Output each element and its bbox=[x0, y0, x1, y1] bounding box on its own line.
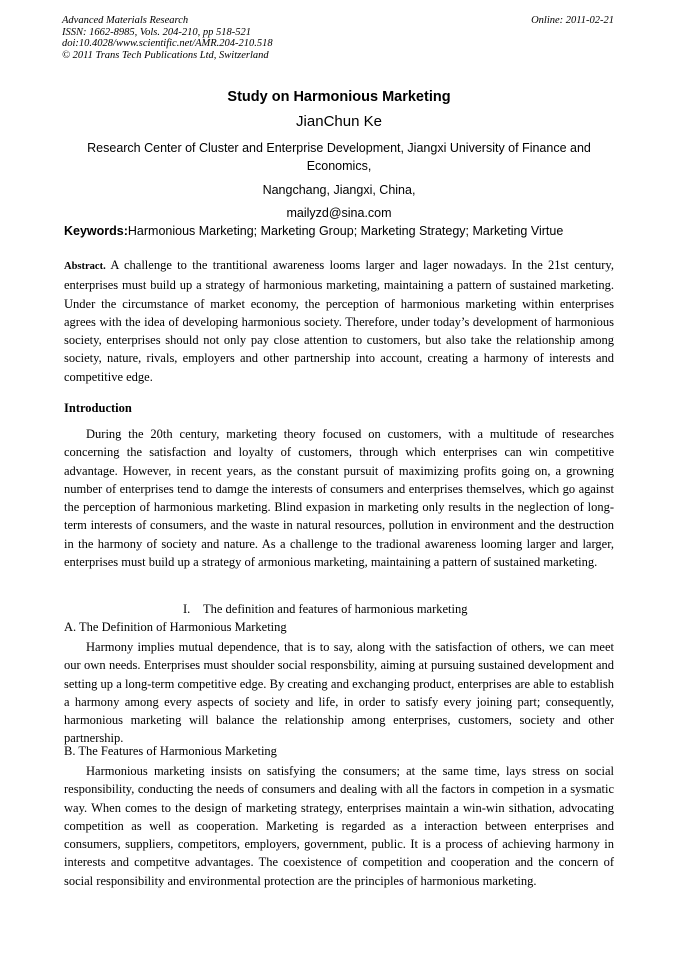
author-name: JianChun Ke bbox=[296, 113, 382, 130]
doi-line: doi:10.4028/www.scientific.net/AMR.204-210.518 bbox=[62, 38, 273, 49]
copyright-line: © 2011 Trans Tech Publications Ltd, Switzerland bbox=[62, 49, 269, 61]
online-date: Online: 2011-02-21 bbox=[531, 15, 614, 26]
introduction-text: During the 20th century, marketing theory focused on customers, with a multitude of researches concerning the satisfaction and loyalty of customers, through which enterprises can win competitive advantage. However, in recent years, as the constant pursuit of maximizing profits going on, a growning number of enterprises tend to damge the interests of consumers and enterprises themselves, which go against the perception of harmonious marketing. Blind expasion in marketing only results in the neglection of long-term interests of consumers, and the waste in natural resources, pollution in environment and the destruction in the harmony of society and nature. As a challenge to the tradional awareness looming larger and larger, enterprises must build up a strategy of armonious marketing, maintaining a pattern of sustained marketing. bbox=[64, 427, 614, 570]
subsection-b-heading: B. The Features of Harmonious Marketing bbox=[64, 744, 277, 758]
introduction-heading: Introduction bbox=[64, 401, 132, 415]
journal-header bbox=[62, 15, 614, 61]
section-1-title: The definition and features of harmonious marketing bbox=[203, 602, 468, 616]
abstract-label: Abstract. bbox=[64, 261, 106, 272]
section-1-heading bbox=[183, 602, 468, 617]
keywords-text: Harmonious Marketing; Marketing Group; Marketing Strategy; Marketing Virtue bbox=[127, 224, 564, 238]
keywords bbox=[64, 224, 624, 238]
author-location: Nangchang, Jiangxi, China, bbox=[262, 183, 416, 197]
abstract bbox=[64, 256, 614, 386]
keywords-label: Keywords: bbox=[64, 224, 128, 238]
abstract-text: A challenge to the trantitional awareness looms larger and lager nowadays. In the 21st century, enterprises must build up a strategy of harmonious marketing, maintaining a pattern of sustained marketing. Under the circumstance of market economy, the perception of harmonious marketing within enterprises agrees with the idea of developing harmonious society. Therefore, under today’s development of harmonious society, enterprises should not only pay close attention to customers, but also take the relationship among society, nature, rivals, employers and other partnership into account, creating a harmony of interests and competitive edge. bbox=[64, 258, 614, 384]
subsection-a-heading: A. The Definition of Harmonious Marketing bbox=[64, 620, 287, 634]
author-email: mailyzd@sina.com bbox=[286, 206, 392, 220]
issn-line: ISSN: 1662-8985, Vols. 204-210, pp 518-521 bbox=[62, 26, 251, 38]
author-affiliation: Research Center of Cluster and Enterprise Development, Jiangxi University of Finance and Economics, bbox=[87, 141, 591, 173]
section-1-number: I. bbox=[183, 602, 191, 616]
subsection-b-text: Harmonious marketing insists on satisfying the consumers; at the same time, lays stress on social responsibility, conducting the needs of consumers and dealing with all the factors in competion in a sysmatic way. When comes to the design of marketing strategy, enterprises maintain a win-win sithation, advocating competition as well as cooperation. Marketing is regarded as a interaction between enterprises and consumers, suppliers, competitors, employers, government, public. It is a process of achieving harmony in interests and competitve advantages. The coexistence of competition and cooperation and the concern of social responsibility and environmental protection are the principles of harmonious marketing. bbox=[64, 764, 614, 888]
journal-name: Advanced Materials Research bbox=[62, 15, 189, 26]
subsection-a-text: Harmony implies mutual dependence, that is to say, along with the satisfaction of others, we can meet our own needs. Enterprises must shoulder social responsbility, aiming at pursuing sustained development and setting up a long-term competitive edge. By creating and exchanging product, enterprises are able to establish a harmony among every aspects of society and life, in order to satisfy every joining part; consequently, harmonious marketing will balance the relationship among enterprises, customers, society and other partnership. bbox=[64, 640, 614, 746]
paper-title: Study on Harmonious Marketing bbox=[227, 89, 451, 105]
